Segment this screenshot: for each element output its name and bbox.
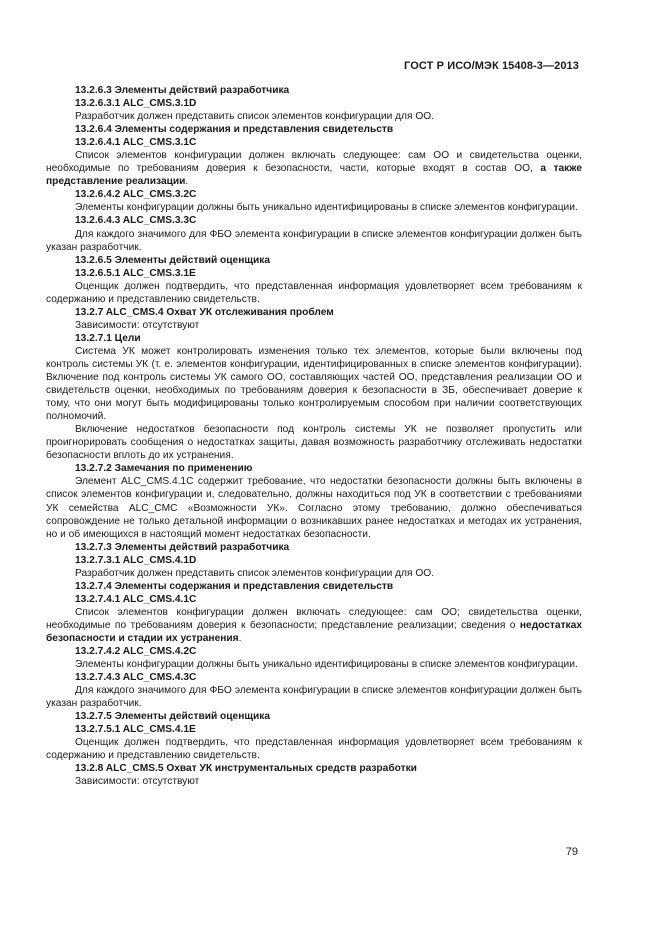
section-heading: 13.2.7.4.2 ALC_CMS.4.2C	[75, 646, 197, 658]
paragraph: Разработчик должен представить список элементов конфигурации для ОО.	[75, 567, 435, 579]
section-heading: 13.2.6.5.1 ALC_CMS.3.1E	[75, 267, 196, 279]
section-heading: 13.2.7.4 Элементы содержания и представления свидетельств	[75, 580, 394, 592]
section-heading: 13.2.6.5 Элементы действий оценщика	[75, 254, 270, 266]
paragraph: Элементы конфигурации должны быть уникально идентифицированы в списке элементов конфигурации.	[75, 659, 578, 671]
paragraph	[46, 149, 582, 188]
section-heading: 13.2.7.5 Элементы действий оценщика	[75, 711, 270, 723]
paragraph: Элементы конфигурации должны быть уникально идентифицированы в списке элементов конфигурации.	[75, 202, 578, 214]
paragraph: Оценщик должен подтвердить, что представленная информация удовлетворяет всем требованиям к содержанию и представлению свидетельств.	[46, 737, 582, 762]
paragraph: Система УК может контролировать изменения только тех элементов, которые были включены под контроль системы УК (т. е. элементов конфигурации, идентифицированных в списке элементов конфигурации). Включение под контроль системы УК самого ОО, составляющих частей ОО, представления реализации ОО и свидетельств оценки, необходимых по требованиям доверия к безопасности в ЗБ, обеспечивает доверие к тому, что они могут быть модифицированы только контролируемым способом при наличии соответствующих полномочий.	[46, 345, 582, 423]
section-heading: 13.2.7.3.1 ALC_CMS.4.1D	[75, 554, 197, 566]
section-heading: 13.2.8 ALC_CMS.5 Охват УК инструментальных средств разработки	[75, 763, 417, 775]
section-heading: 13.2.6.3 Элементы действий разработчика	[75, 85, 290, 96]
section-heading: 13.2.6.4.3 ALC_CMS.3.3C	[75, 215, 197, 227]
paragraph-text: Список элементов конфигурации должен включать следующее: сам ОО; свидетельства оценки, необходимые по требованиям доверия к безопасности; представление реализации; сведения о	[46, 606, 582, 631]
section-heading: 13.2.6.4.1 ALC_CMS.3.1C	[75, 137, 197, 149]
paragraph: Разработчик должен представить список элементов конфигурации для ОО.	[75, 111, 435, 123]
paragraph: Оценщик должен подтвердить, что представленная информация удовлетворяет всем требованиям к содержанию и представлению свидетельств.	[46, 280, 582, 305]
section-heading: 13.2.7.2 Замечания по применению	[75, 463, 253, 475]
paragraph: Элемент ALC_CMS.4.1C содержит требование, что недостатки безопасности должны быть включены в список элементов конфигурации и, следовательно, должны находиться под УК в соответствии с требованиями УК семейства ALC_CMC «Возможности УК». Согласно этому требованию, должно обеспечиваться сопровождение не только детальной информации о возникавших ранее недостатках и методах их устранения, но и об имеющихся в настоящий момент недостатках безопасности.	[46, 476, 582, 540]
section-heading: 13.2.7.4.1 ALC_CMS.4.1C	[75, 593, 197, 605]
section-heading: 13.2.7 ALC_CMS.4 Охват УК отслеживания проблем	[75, 306, 334, 318]
paragraph: Для каждого значимого для ФБО элемента конфигурации в списке элементов конфигурации должен быть указан разработчик.	[46, 228, 582, 253]
section-heading: 13.2.6.4.2 ALC_CMS.3.2C	[75, 189, 197, 201]
paragraph: Зависимости: отсутствуют	[75, 319, 200, 331]
section-heading: 13.2.7.4.3 ALC_CMS.4.3C	[75, 672, 197, 684]
paragraph: Зависимости: отсутствуют	[75, 776, 200, 788]
paragraph-emphasis: недостатках безопасности и стадии их устранения	[46, 619, 582, 644]
section-heading: 13.2.7.1 Цели	[75, 332, 141, 344]
section-heading: 13.2.6.3.1 ALC_CMS.3.1D	[75, 98, 197, 110]
paragraph: Включение недостатков безопасности под контроль системы УК не позволяет пропустить или проигнорировать сообщения о недостатках защиты, давая возможность разработчику отслеживать недостатки безопасности вплоть до их устранения.	[46, 424, 582, 462]
section-heading: 13.2.7.3 Элементы действий разработчика	[75, 541, 290, 553]
paragraph: Для каждого значимого для ФБО элемента конфигурации в списке элементов конфигурации должен быть указан разработчик.	[46, 685, 582, 710]
paragraph-text: Список элементов конфигурации должен включать следующее: сам ОО и свидетельства оценки, необходимые по требованиям доверия к безопасности, части, которые входят в состав ОО,	[46, 150, 582, 175]
section-heading: 13.2.7.5.1 ALC_CMS.4.1E	[75, 724, 196, 736]
section-heading: 13.2.6.4 Элементы содержания и представления свидетельств	[75, 124, 394, 136]
paragraph-emphasis: а также представление реализации	[46, 163, 582, 188]
page-number: 79	[565, 846, 578, 858]
document-body	[46, 84, 582, 789]
paragraph-tail: .	[238, 632, 242, 644]
paragraph	[46, 606, 582, 645]
paragraph-tail: .	[185, 176, 189, 188]
document-header: ГОСТ Р ИСО/МЭК 15408-3—2013	[404, 60, 579, 72]
